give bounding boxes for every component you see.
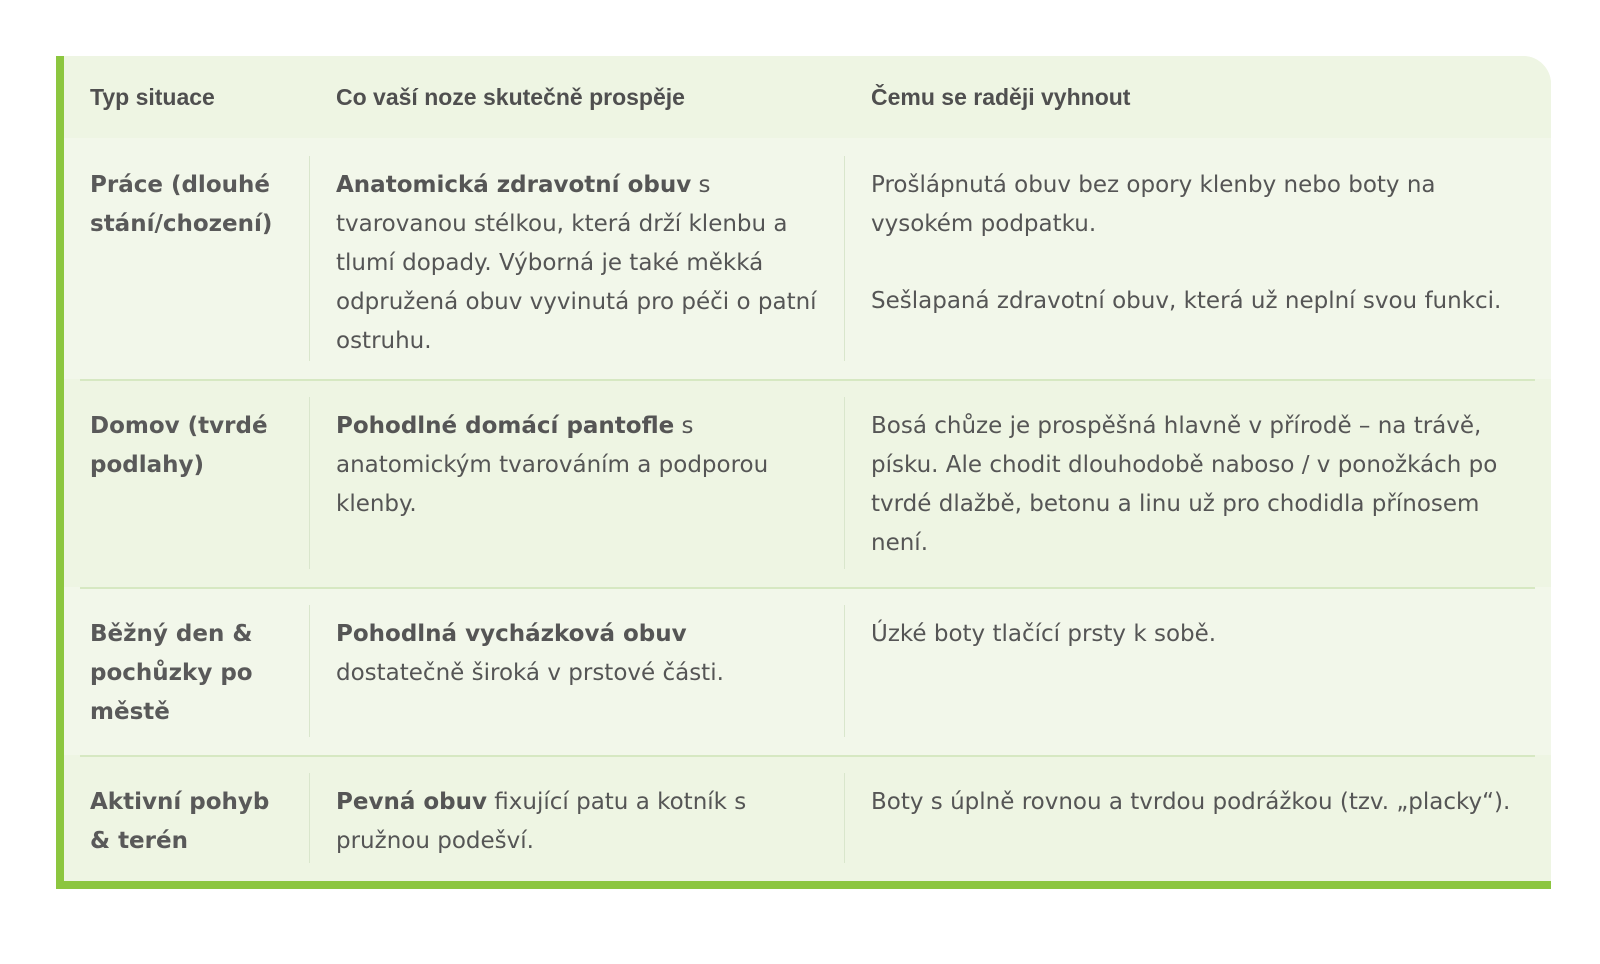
header-situation: Typ situace — [90, 83, 215, 110]
benefit-highlight: Pevná obuv — [336, 789, 487, 815]
footwear-table — [56, 56, 1551, 889]
situation-cell: Aktivní pohyb & terén — [64, 755, 310, 881]
avoid-text: Prošlápnutá obuv bez opory klenby nebo boty na vysokém podpatku. — [871, 172, 1436, 237]
avoid-cell — [845, 379, 1551, 587]
benefit-text: s anatomickým tvarováním a podporou klenby. — [336, 413, 769, 517]
benefit-cell — [310, 138, 845, 379]
table-row — [64, 138, 1551, 379]
avoid-cell — [845, 138, 1551, 379]
benefit-cell — [310, 755, 845, 881]
avoid-text: Boty s úplně rovnou a tvrdou podrážkou (tzv. „placky“). — [871, 789, 1511, 815]
table-row — [64, 755, 1551, 881]
table-header-row — [64, 56, 1551, 138]
situation-cell: Domov (tvrdé podlahy) — [64, 379, 310, 587]
benefit-text: dostatečně široká v prstové části. — [336, 660, 724, 686]
table-row — [64, 379, 1551, 587]
avoid-text: Bosá chůze je prospěšná hlavně v přírodě – na trávě, písku. Ale chodit dlouhodobě naboso / v ponožkách po tvrdé dlažbě, betonu a linu už pro chodidla přínosem není. — [871, 413, 1498, 556]
avoid-cell — [845, 587, 1551, 755]
benefit-text: fixující patu a kotník s pružnou podešví. — [336, 789, 747, 854]
header-benefit: Co vaší noze skutečně prospěje — [336, 83, 685, 110]
situation-cell: Běžný den & pochůzky po městě — [64, 587, 310, 755]
benefit-cell — [310, 379, 845, 587]
avoid-cell — [845, 755, 1551, 881]
benefit-highlight: Pohodlné domácí pantofle — [336, 413, 675, 439]
benefit-text: s tvarovanou stélkou, která drží klenbu a tlumí dopady. Výborná je také měkká odpružená obuv vyvinutá pro péči o patní ostruhu. — [336, 172, 817, 354]
header-avoid: Čemu se raději vyhnout — [871, 83, 1131, 110]
situation-cell: Práce (dlouhé stání/chození) — [64, 138, 310, 379]
avoid-text: Úzké boty tlačící prsty k sobě. — [871, 621, 1217, 647]
benefit-highlight: Anatomická zdravotní obuv — [336, 172, 692, 198]
avoid-text: Sešlapaná zdravotní obuv, která už neplní svou funkci. — [871, 288, 1502, 314]
table-row — [64, 587, 1551, 755]
benefit-highlight: Pohodlná vycházková obuv — [336, 621, 687, 647]
benefit-cell — [310, 587, 845, 755]
